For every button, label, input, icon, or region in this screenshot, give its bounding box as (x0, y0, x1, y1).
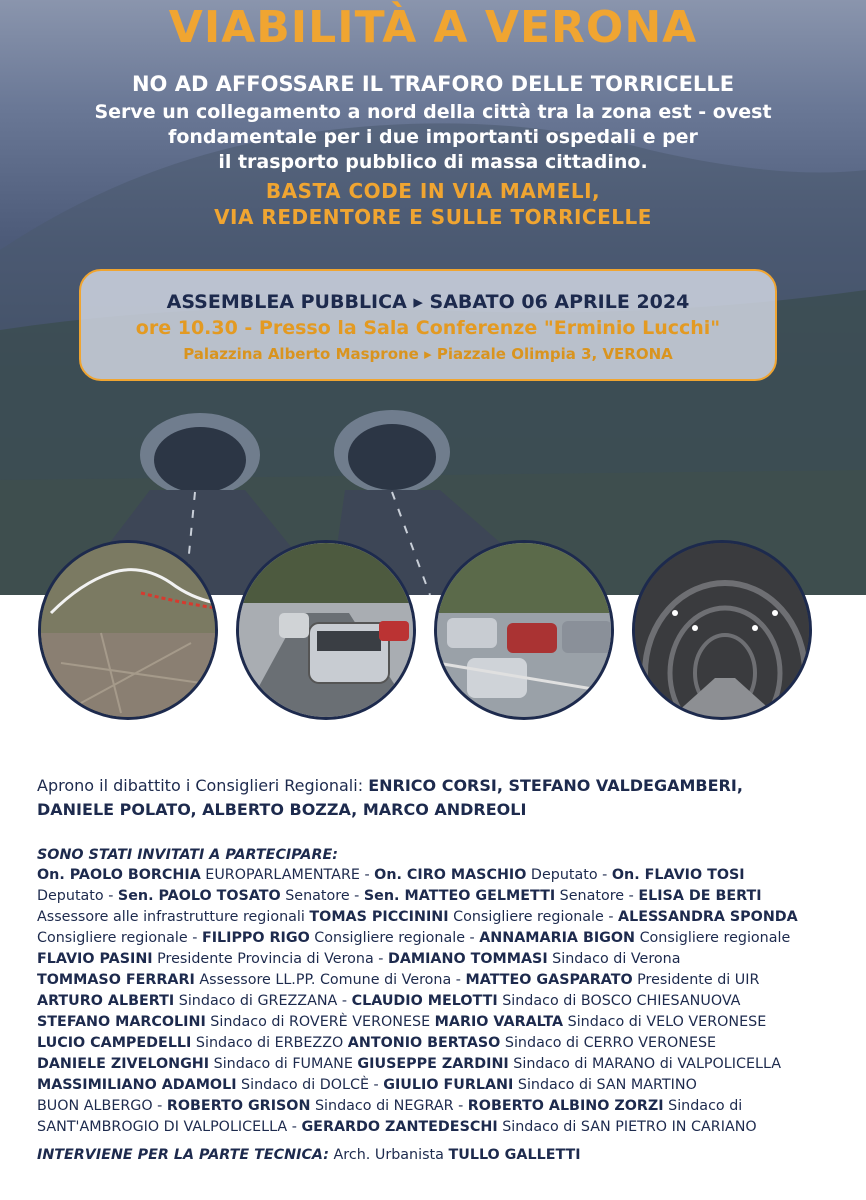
invited-line (37, 1012, 837, 1033)
invitee-name: DAMIANO TOMMASI (387, 951, 548, 967)
hero-section (0, 0, 866, 595)
invitee-role: Sindaco di (663, 1098, 743, 1114)
invitee-name: FLAVIO PASINI (37, 951, 153, 967)
invitee-role: BUON ALBERGO - (37, 1098, 167, 1114)
technical-name: TULLO GALLETTI (448, 1147, 581, 1163)
invitee-role: Deputato - (526, 867, 612, 883)
invitee-role: Sindaco di ERBEZZO (191, 1035, 348, 1051)
invitee-role: Sindaco di MARANO di VALPOLICELLA (508, 1056, 782, 1072)
invited-line (37, 970, 837, 991)
invitee-role: Consigliere regionale - (37, 930, 202, 946)
technical-role: Arch. Urbanista (328, 1147, 449, 1163)
page-title: VIABILITÀ A VERONA (168, 2, 698, 53)
invitee-name: ROBERTO GRISON (166, 1098, 311, 1114)
technical-lead: INTERVIENE PER LA PARTE TECNICA: (37, 1147, 329, 1163)
slogan-line-1: BASTA CODE IN VIA MAMELI, (265, 179, 601, 203)
event-date: ASSEMBLEA PUBBLICA ▸ SABATO 06 APRILE 2024 (166, 291, 690, 313)
invitee-role: Sindaco di FUMANE (209, 1056, 358, 1072)
invitee-role: Consigliere regionale (635, 930, 791, 946)
invitee-role: EUROPARLAMENTARE - (200, 867, 375, 883)
invited-heading: SONO STATI INVITATI A PARTECIPARE: (37, 847, 338, 863)
invitee-role: Sindaco di ROVERÈ VERONESE (205, 1014, 435, 1030)
invitee-name: ANNAMARIA BIGON (479, 930, 636, 946)
event-banner (79, 269, 777, 381)
invitee-name: STEFANO MARCOLINI (37, 1014, 206, 1030)
subtitle: NO AD AFFOSSARE IL TRAFORO DELLE TORRICELLE (131, 72, 735, 96)
invitee-role: Senatore - (280, 888, 364, 904)
body-line-2: fondamentale per i due importanti ospedali e per (168, 126, 698, 148)
invitee-role: Consigliere regionale - (309, 930, 480, 946)
invitee-role: Presidente di UIR (632, 972, 760, 988)
technical-speaker (37, 1145, 837, 1166)
invitee-name: On. FLAVIO TOSI (611, 867, 745, 883)
invited-line (37, 949, 837, 970)
invitee-role: Sindaco di NEGRAR - (310, 1098, 468, 1114)
invitee-role: Sindaco di Verona (547, 951, 681, 967)
invitee-name: LUCIO CAMPEDELLI (37, 1035, 192, 1051)
map-photo (38, 540, 218, 720)
event-venue: ore 10.30 - Presso la Sala Conferenze "Erminio Lucchi" (135, 317, 721, 339)
intro-lead: Aprono il dibattito i Consiglieri Regionali: (37, 776, 364, 795)
invitee-name: On. PAOLO BORCHIA (37, 867, 201, 883)
invited-line (37, 886, 837, 907)
invitee-name: DANIELE ZIVELONGHI (37, 1056, 210, 1072)
invitee-name: Sen. MATTEO GELMETTI (363, 888, 556, 904)
invitee-role: Sindaco di SAN PIETRO IN CARIANO (497, 1119, 757, 1135)
invitee-role: Assessore alle infrastrutture regionali (37, 909, 310, 925)
invitee-name: ARTURO ALBERTI (37, 993, 175, 1009)
invitee-name: ROBERTO ALBINO ZORZI (467, 1098, 664, 1114)
invitee-name: MATTEO GASPARATO (465, 972, 633, 988)
invited-line (37, 1033, 837, 1054)
invitee-role: Sindaco di CERRO VERONESE (500, 1035, 717, 1051)
traffic-street-photo (434, 540, 614, 720)
invitee-name: ALESSANDRA SPONDA (618, 909, 798, 925)
invitee-role: Sindaco di SAN MARTINO (513, 1077, 697, 1093)
invited-line (37, 1054, 837, 1075)
invitee-name: ELISA DE BERTI (638, 888, 762, 904)
invitee-role: SANT'AMBROGIO DI VALPOLICELLA - (37, 1119, 302, 1135)
intro-names-2: DANIELE POLATO, ALBERTO BOZZA, MARCO ANDREOLI (37, 800, 527, 819)
invitee-name: GIUSEPPE ZARDINI (357, 1056, 509, 1072)
invited-line (37, 865, 837, 886)
invitee-name: On. CIRO MASCHIO (374, 867, 527, 883)
invitee-name: GERARDO ZANTEDESCHI (301, 1119, 498, 1135)
invitee-name: TOMAS PICCININI (309, 909, 449, 925)
invited-line (37, 991, 837, 1012)
invitee-role: Sindaco di BOSCO CHIESANUOVA (497, 993, 741, 1009)
invitee-role: Sindaco di DOLCÈ - (236, 1077, 384, 1093)
tunnel-interior-photo (632, 540, 812, 720)
invitee-role: Assessore LL.PP. Comune di Verona - (194, 972, 466, 988)
slogan-line-2: VIA REDENTORE E SULLE TORRICELLE (214, 205, 652, 229)
invitee-name: Sen. PAOLO TOSATO (117, 888, 281, 904)
invitee-name: TOMMASO FERRARI (37, 972, 195, 988)
invitee-name: CLAUDIO MELOTTI (351, 993, 498, 1009)
invited-line (37, 1117, 837, 1138)
invitee-name: MASSIMILIANO ADAMOLI (37, 1077, 237, 1093)
traffic-cars-photo (236, 540, 416, 720)
invited-line (37, 907, 837, 928)
invited-line (37, 1075, 837, 1096)
intro-paragraph (37, 774, 837, 822)
invitee-name: ANTONIO BERTASO (347, 1035, 501, 1051)
invitee-role: Sindaco di VELO VERONESE (563, 1014, 767, 1030)
body-line-1: Serve un collegamento a nord della città tra la zona est - ovest (94, 101, 772, 123)
invitee-role: Senatore - (555, 888, 639, 904)
invited-line (37, 928, 837, 949)
invitee-name: MARIO VARALTA (434, 1014, 564, 1030)
invited-list (37, 865, 837, 1138)
invitee-name: GIULIO FURLANI (383, 1077, 514, 1093)
invitee-name: FILIPPO RIGO (201, 930, 310, 946)
invitee-role: Presidente Provincia di Verona - (152, 951, 388, 967)
invitee-role: Deputato - (37, 888, 118, 904)
intro-names-1: ENRICO CORSI, STEFANO VALDEGAMBERI, (368, 776, 743, 795)
event-address: Palazzina Alberto Masprone ▸ Piazzale Olimpia 3, VERONA (183, 345, 673, 363)
invitee-role: Sindaco di GREZZANA - (174, 993, 352, 1009)
body-line-3: il trasporto pubblico di massa cittadino. (218, 151, 648, 173)
invited-line (37, 1096, 837, 1117)
invitee-role: Consigliere regionale - (448, 909, 619, 925)
